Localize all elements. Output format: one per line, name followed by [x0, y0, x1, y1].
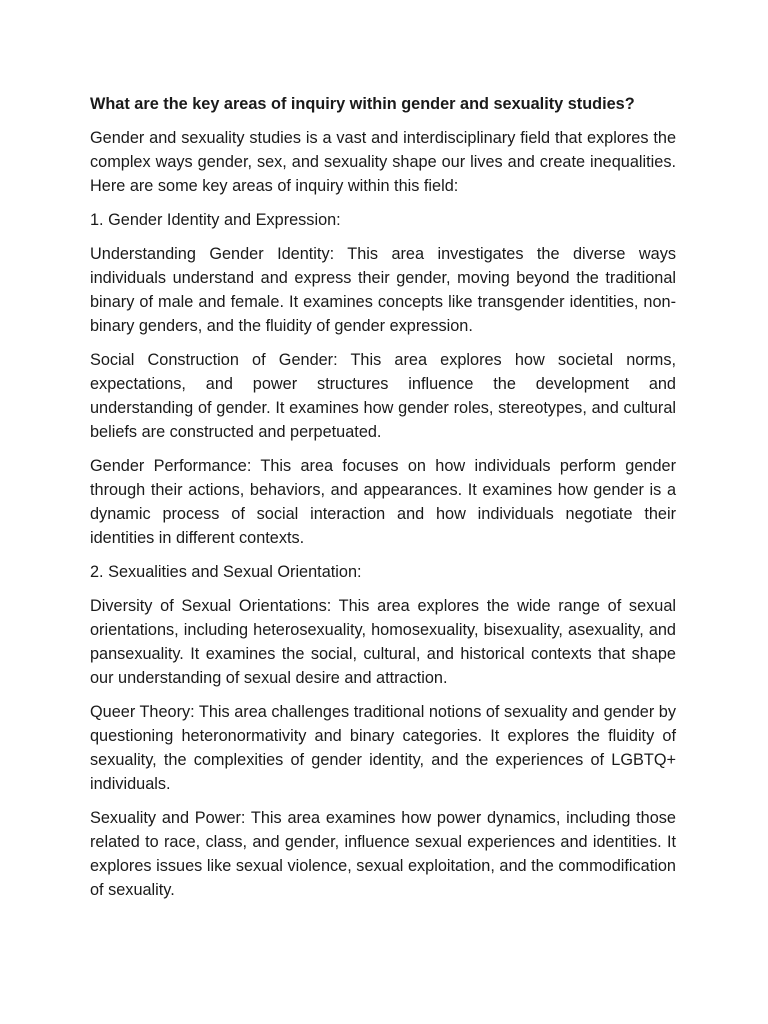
intro-paragraph: Gender and sexuality studies is a vast and interdisciplinary field that explores the complex ways gender, sex, and sexuality shape our lives and create inequalities. Here are some key areas of inquiry within this field: [90, 129, 676, 195]
paragraph-diversity-of-sexual-orientations: Diversity of Sexual Orientations: This area explores the wide range of sexual orientations, including heterosexuality, homosexuality, bisexuality, asexuality, and pansexuality. It examines the social, cultural, and historical contexts that shape our understanding of sexual desire and attraction. [90, 597, 676, 687]
paragraph-sexuality-and-power: Sexuality and Power: This area examines how power dynamics, including those related to race, class, and gender, influence sexual experiences and identities. It explores issues like sexual violence, sexual exploitation, and the commodification of sexuality. [90, 809, 676, 899]
section-title-gender-identity: 1. Gender Identity and Expression: [90, 211, 341, 229]
document-body [90, 92, 676, 912]
paragraph-gender-performance: Gender Performance: This area focuses on how individuals perform gender through their actions, behaviors, and appearances. It examines how gender is a dynamic process of social interaction and how individuals negotiate their identities in different contexts. [90, 457, 676, 547]
question-heading: What are the key areas of inquiry within gender and sexuality studies? [90, 95, 635, 113]
paragraph-queer-theory: Queer Theory: This area challenges traditional notions of sexuality and gender by questioning heteronormativity and binary categories. It explores the fluidity of sexuality, the complexities of gender identity, and the experiences of LGBTQ+ individuals. [90, 703, 676, 793]
paragraph-social-construction-of-gender: Social Construction of Gender: This area explores how societal norms, expectations, and power structures influence the development and understanding of gender. It examines how gender roles, stereotypes, and cultural beliefs are constructed and perpetuated. [90, 351, 676, 441]
paragraph-understanding-gender-identity: Understanding Gender Identity: This area investigates the diverse ways individuals understand and express their gender, moving beyond the traditional binary of male and female. It examines concepts like transgender identities, non-binary genders, and the fluidity of gender expression. [90, 245, 676, 335]
section-title-sexualities: 2. Sexualities and Sexual Orientation: [90, 563, 362, 581]
